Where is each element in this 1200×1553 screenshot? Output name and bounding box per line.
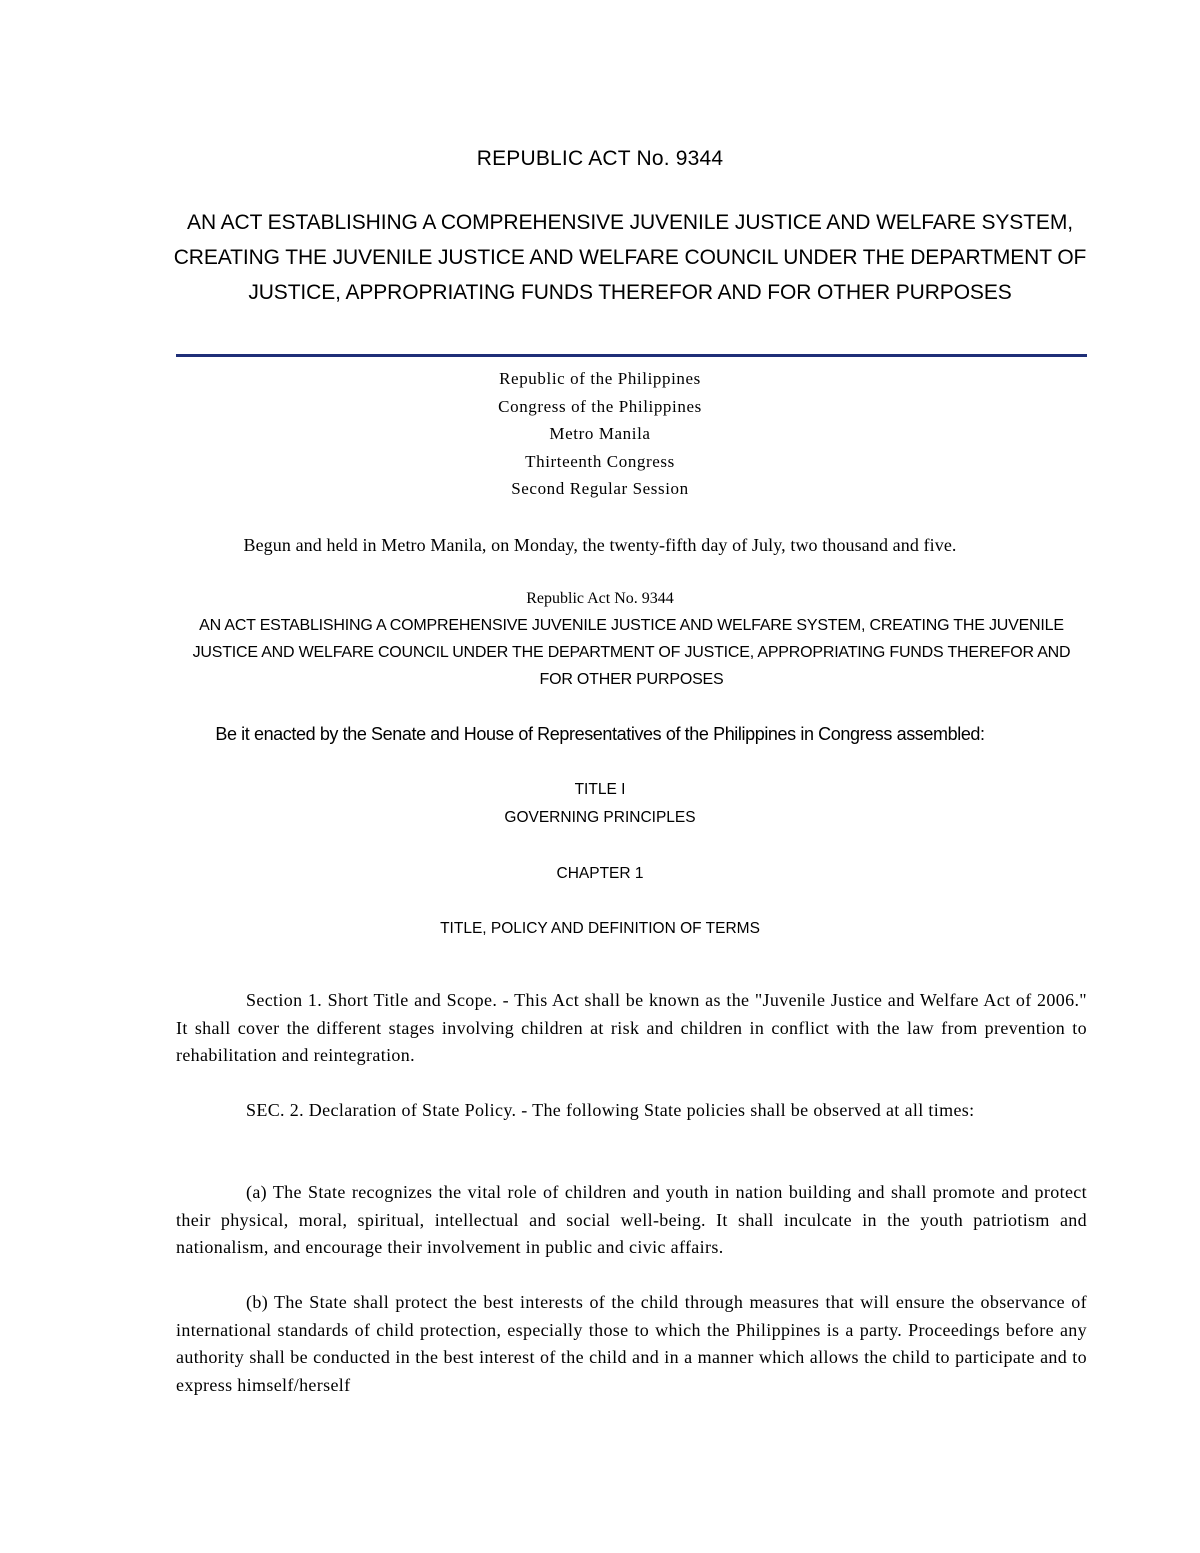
congress-line: Congress of the Philippines bbox=[498, 396, 702, 416]
act-short-heading: AN ACT ESTABLISHING A COMPREHENSIVE JUVENILE JUSTICE AND WELFARE SYSTEM, CREATING THE JUVENILE JUSTICE AND WELFARE COUNCIL UNDER THE DEPARTMENT OF JUSTICE, APPROPRIATING FUNDS THEREFOR AND FOR OTHER PURPOSES bbox=[192, 617, 1071, 688]
city-line: Metro Manila bbox=[549, 424, 651, 443]
chapter-label: CHAPTER 1 bbox=[556, 865, 644, 882]
section-2-paragraph: SEC. 2. Declaration of State Policy. - The following State policies shall be observed at all times: bbox=[246, 1100, 975, 1120]
document-title: REPUBLIC ACT No. 9344 bbox=[476, 147, 724, 170]
act-long-title: AN ACT ESTABLISHING A COMPREHENSIVE JUVENILE JUSTICE AND WELFARE SYSTEM, CREATING THE JUVENILE JUSTICE AND WELFARE COUNCIL UNDER THE DEPARTMENT OF JUSTICE, APPROPRIATING FUNDS THEREFOR AND FOR OTHER PURPOSES bbox=[173, 211, 1087, 304]
policy-b-paragraph: (b) The State shall protect the best interests of the child through measures that will ensure the observance of international standards of child protection, especially those to which the Philippines is a party. Proceedings before any authority shall be conducted in the best interest of the child and in a manner which allows the child to participate and to express himself/herself bbox=[176, 1292, 1087, 1395]
republic-line: Republic of the Philippines bbox=[499, 369, 701, 388]
chapter-name: TITLE, POLICY AND DEFINITION OF TERMS bbox=[440, 920, 760, 937]
enactment-clause: Be it enacted by the Senate and House of Representatives of the Philippines in Congress assembled: bbox=[215, 724, 985, 744]
title-label: TITLE I bbox=[574, 781, 626, 798]
act-label: Republic Act No. 9344 bbox=[526, 590, 674, 607]
begun-statement: Begun and held in Metro Manila, on Monday, the twenty-fifth day of July, two thousand and five. bbox=[243, 535, 957, 555]
policy-a-paragraph: (a) The State recognizes the vital role of children and youth in nation building and shall promote and protect their physical, moral, spiritual, intellectual and social well-being. It shall inculcate in the youth patriotism and nationalism, and encourage their involvement in public and civic affairs. bbox=[176, 1182, 1087, 1257]
title-divider bbox=[176, 354, 1087, 357]
title-name: GOVERNING PRINCIPLES bbox=[504, 809, 696, 826]
congress-number-line: Thirteenth Congress bbox=[525, 451, 675, 471]
section-1-paragraph: Section 1. Short Title and Scope. - This Act shall be known as the "Juvenile Justice and Welfare Act of 2006." It shall cover the different stages involving children at risk and children in conflict with the law from prevention to rehabilitation and reintegration. bbox=[176, 990, 1087, 1065]
legislative-header bbox=[0, 365, 1200, 503]
session-line: Second Regular Session bbox=[511, 479, 689, 498]
